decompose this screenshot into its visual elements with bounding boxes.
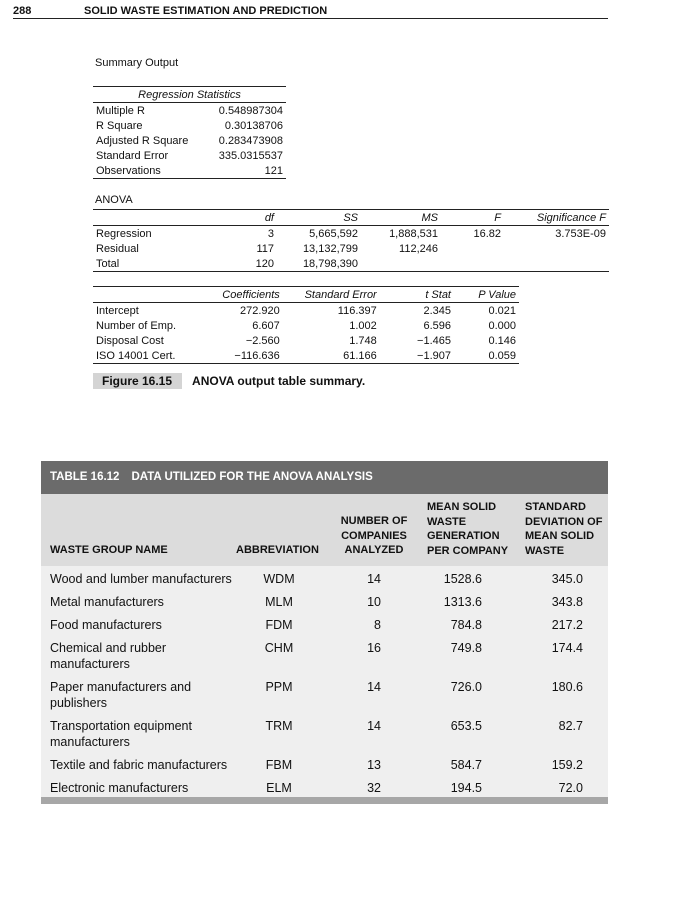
header-num-line-1: NUMBER OF — [340, 515, 408, 527]
cell-waste-group-name-line: Transportation equipment — [50, 719, 192, 733]
table-row — [41, 617, 608, 633]
coef-cell-p: 0.059 — [454, 348, 519, 364]
anova-header-df: df — [163, 210, 277, 226]
anova-row — [93, 241, 609, 256]
cell-mean-generation: 584.7 — [450, 758, 482, 772]
anova-cell-df: 120 — [163, 256, 277, 272]
header-standard-deviation — [525, 500, 602, 558]
anova-cell-label: Total — [93, 256, 163, 272]
cell-waste-group-name-line: Paper manufacturers and — [50, 680, 192, 694]
coef-header-t-stat: t Stat — [380, 287, 454, 303]
figure-caption-text: ANOVA output table summary. — [192, 374, 366, 388]
reg-stat-row — [93, 163, 286, 179]
cell-waste-group-name — [50, 757, 240, 773]
reg-stat-value: 121 — [206, 163, 286, 179]
cell-abbreviation: FDM — [265, 618, 293, 632]
cell-abbreviation: ELM — [266, 781, 292, 795]
cell-number-analyzed: 14 — [367, 719, 381, 733]
cell-number-analyzed: 13 — [367, 758, 381, 772]
regression-statistics-table — [93, 86, 286, 179]
reg-stat-value: 0.548987304 — [218, 104, 283, 117]
reg-stat-row — [93, 103, 286, 119]
header-number-of-companies — [327, 514, 421, 558]
header-mean-line-2: WASTE — [427, 515, 467, 528]
reg-stat-row — [93, 133, 286, 148]
anova-cell-df: 117 — [256, 242, 274, 255]
header-mean-solid-waste — [427, 500, 508, 558]
coef-cell-coef: −2.560 — [245, 334, 280, 347]
coef-cell-p: 0.000 — [488, 319, 516, 332]
anova-cell-ss: 18,798,390 — [277, 256, 361, 272]
cell-number-analyzed: 8 — [374, 618, 381, 632]
coef-cell-coef: −116.636 — [204, 348, 282, 364]
coef-cell-coef: 272.920 — [240, 304, 280, 317]
cell-waste-group-name-line: manufacturers — [50, 657, 130, 671]
table-row — [41, 780, 608, 796]
cell-mean-generation: 1528.6 — [443, 572, 482, 586]
anova-cell-df: 3 — [267, 227, 274, 240]
cell-waste-group-name — [50, 617, 240, 633]
coef-cell-p: 0.146 — [488, 334, 516, 347]
cell-standard-deviation: 174.4 — [551, 641, 583, 655]
cell-waste-group-name — [50, 571, 240, 587]
cell-mean-generation: 1313.6 — [443, 595, 482, 609]
table-label: TABLE 16.12 — [50, 471, 120, 483]
cell-standard-deviation: 82.7 — [558, 719, 583, 733]
anova-row — [93, 226, 609, 242]
table-row — [41, 640, 608, 672]
reg-stat-row — [93, 118, 286, 133]
cell-number-analyzed: 10 — [367, 595, 381, 609]
coef-cell-label: Number of Emp. — [96, 319, 177, 332]
reg-stat-label: Adjusted R Square — [96, 134, 189, 147]
anova-cell-ss: 5,665,592 — [309, 227, 358, 240]
coef-header-p-value: P Value — [454, 287, 519, 303]
table-row — [41, 679, 608, 711]
cell-mean-generation: 749.8 — [450, 641, 482, 655]
cell-waste-group-name-line: Textile and fabric manufacturers — [50, 758, 228, 772]
reg-stat-row — [93, 148, 286, 163]
reg-stat-value: 335.0315537 — [218, 149, 283, 162]
cell-mean-generation: 726.0 — [450, 680, 482, 694]
coef-cell-label: ISO 14001 Cert. — [93, 348, 204, 364]
cell-standard-deviation: 180.6 — [551, 680, 583, 694]
cell-abbreviation: CHM — [264, 641, 294, 655]
cell-mean-generation: 784.8 — [450, 618, 482, 632]
page-header — [13, 5, 608, 19]
running-title: SOLID WASTE ESTIMATION AND PREDICTION — [84, 5, 328, 17]
cell-waste-group-name-line: publishers — [50, 696, 107, 710]
coef-cell-t: 6.596 — [423, 319, 451, 332]
coef-cell-label: Intercept — [96, 304, 139, 317]
cell-waste-group-name — [50, 640, 240, 672]
coef-cell-se: 61.166 — [283, 348, 380, 364]
table-body — [41, 566, 608, 797]
reg-stat-value: 0.30138706 — [224, 119, 283, 132]
cell-waste-group-name — [50, 718, 240, 750]
header-mean-line-4: PER COMPANY — [427, 544, 509, 557]
cell-waste-group-name-line: Food manufacturers — [50, 618, 162, 632]
anova-row — [93, 256, 609, 272]
anova-header-blank — [93, 210, 163, 226]
anova-cell-f: 16.82 — [473, 227, 501, 240]
anova-cell-ss: 13,132,799 — [302, 242, 358, 255]
cell-waste-group-name — [50, 594, 240, 610]
anova-cell-ms: 112,246 — [399, 242, 438, 255]
anova-cell-ms: 1,888,531 — [389, 227, 438, 240]
cell-waste-group-name-line: Metal manufacturers — [50, 595, 164, 609]
coef-row — [93, 318, 519, 333]
coefficients-table — [93, 286, 519, 364]
cell-number-analyzed: 32 — [367, 781, 381, 795]
header-std-line-4: WASTE — [525, 544, 565, 557]
cell-waste-group-name-line: Electronic manufacturers — [50, 781, 189, 795]
cell-abbreviation: FBM — [265, 758, 293, 772]
cell-standard-deviation: 345.0 — [551, 572, 583, 586]
coef-row — [93, 348, 519, 364]
coef-cell-se: 1.748 — [349, 334, 377, 347]
figure-caption — [93, 373, 365, 389]
coef-cell-p: 0.021 — [488, 304, 516, 317]
anova-table — [93, 209, 609, 272]
figure-label: Figure 16.15 — [93, 373, 182, 389]
coef-header-blank — [93, 287, 204, 303]
reg-stat-value: 0.283473908 — [218, 134, 283, 147]
coef-cell-se: 1.002 — [349, 319, 377, 332]
header-std-line-1: STANDARD — [525, 501, 586, 513]
coef-row — [93, 303, 519, 319]
coef-cell-coef: 6.607 — [252, 319, 280, 332]
cell-number-analyzed: 14 — [367, 680, 381, 694]
summary-caption: Summary Output — [95, 57, 179, 69]
cell-abbreviation: PPM — [265, 680, 293, 694]
reg-stat-label: Standard Error — [96, 149, 169, 162]
coef-row — [93, 333, 519, 348]
anova-cell-f — [441, 256, 504, 272]
table-row — [41, 594, 608, 610]
anova-cell-sig — [504, 241, 609, 256]
header-abbreviation: ABBREVIATION — [236, 544, 319, 556]
table-title: DATA UTILIZED FOR THE ANOVA ANALYSIS — [131, 471, 373, 483]
coef-cell-label: Disposal Cost — [96, 334, 164, 347]
reg-stat-label: Observations — [93, 163, 206, 179]
header-waste-group-name: WASTE GROUP NAME — [50, 544, 168, 556]
anova-caption: ANOVA — [95, 194, 133, 206]
table-row — [41, 718, 608, 750]
page-number: 288 — [13, 5, 32, 17]
header-mean-line-1: MEAN SOLID — [427, 501, 497, 513]
coef-header-standard-error: Standard Error — [283, 287, 380, 303]
cell-number-analyzed: 16 — [367, 641, 381, 655]
coef-header-coefficients: Coefficients — [204, 287, 282, 303]
anova-cell-ms — [361, 256, 441, 272]
coef-cell-t: −1.907 — [380, 348, 454, 364]
cell-standard-deviation: 72.0 — [558, 781, 583, 795]
cell-waste-group-name-line: manufacturers — [50, 735, 130, 749]
anova-header-ss: SS — [277, 210, 361, 226]
cell-waste-group-name — [50, 780, 240, 796]
table-row — [41, 757, 608, 773]
header-mean-line-3: GENERATION — [427, 530, 500, 542]
cell-waste-group-name-line: Wood and lumber manufacturers — [50, 572, 232, 586]
cell-standard-deviation: 217.2 — [551, 618, 583, 632]
header-num-line-3: ANALYZED — [344, 544, 404, 556]
coef-cell-t: −1.465 — [417, 334, 451, 347]
cell-number-analyzed: 14 — [367, 572, 381, 586]
reg-stats-title: Regression Statistics — [93, 87, 286, 103]
anova-cell-f — [441, 241, 504, 256]
cell-mean-generation: 653.5 — [450, 719, 482, 733]
table-footer-rule — [41, 797, 608, 804]
cell-waste-group-name-line: Chemical and rubber — [50, 641, 167, 655]
cell-waste-group-name — [50, 679, 240, 711]
table-title-banner — [41, 461, 608, 494]
anova-header-f: F — [441, 210, 504, 226]
coef-cell-se: 116.397 — [337, 304, 377, 317]
header-std-line-2: DEVIATION OF — [525, 515, 603, 528]
cell-standard-deviation: 159.2 — [551, 758, 583, 772]
anova-cell-label: Regression — [96, 227, 152, 240]
header-std-line-3: MEAN SOLID — [525, 530, 595, 542]
anova-cell-label: Residual — [96, 242, 139, 255]
cell-abbreviation: MLM — [265, 595, 293, 609]
table-header — [41, 494, 608, 566]
anova-header-ms: MS — [361, 210, 441, 226]
cell-abbreviation: WDM — [263, 572, 295, 586]
reg-stat-label: R Square — [96, 119, 143, 132]
header-num-line-2: COMPANIES — [341, 529, 407, 542]
reg-stat-label: Multiple R — [96, 104, 145, 117]
table-row — [41, 571, 608, 587]
anova-cell-sig — [504, 256, 609, 272]
cell-mean-generation: 194.5 — [450, 781, 482, 795]
coef-cell-t: 2.345 — [423, 304, 451, 317]
anova-header-significance: Significance F — [504, 210, 609, 226]
cell-abbreviation: TRM — [265, 719, 293, 733]
cell-standard-deviation: 343.8 — [551, 595, 583, 609]
anova-cell-sig: 3.753E-09 — [555, 227, 606, 240]
